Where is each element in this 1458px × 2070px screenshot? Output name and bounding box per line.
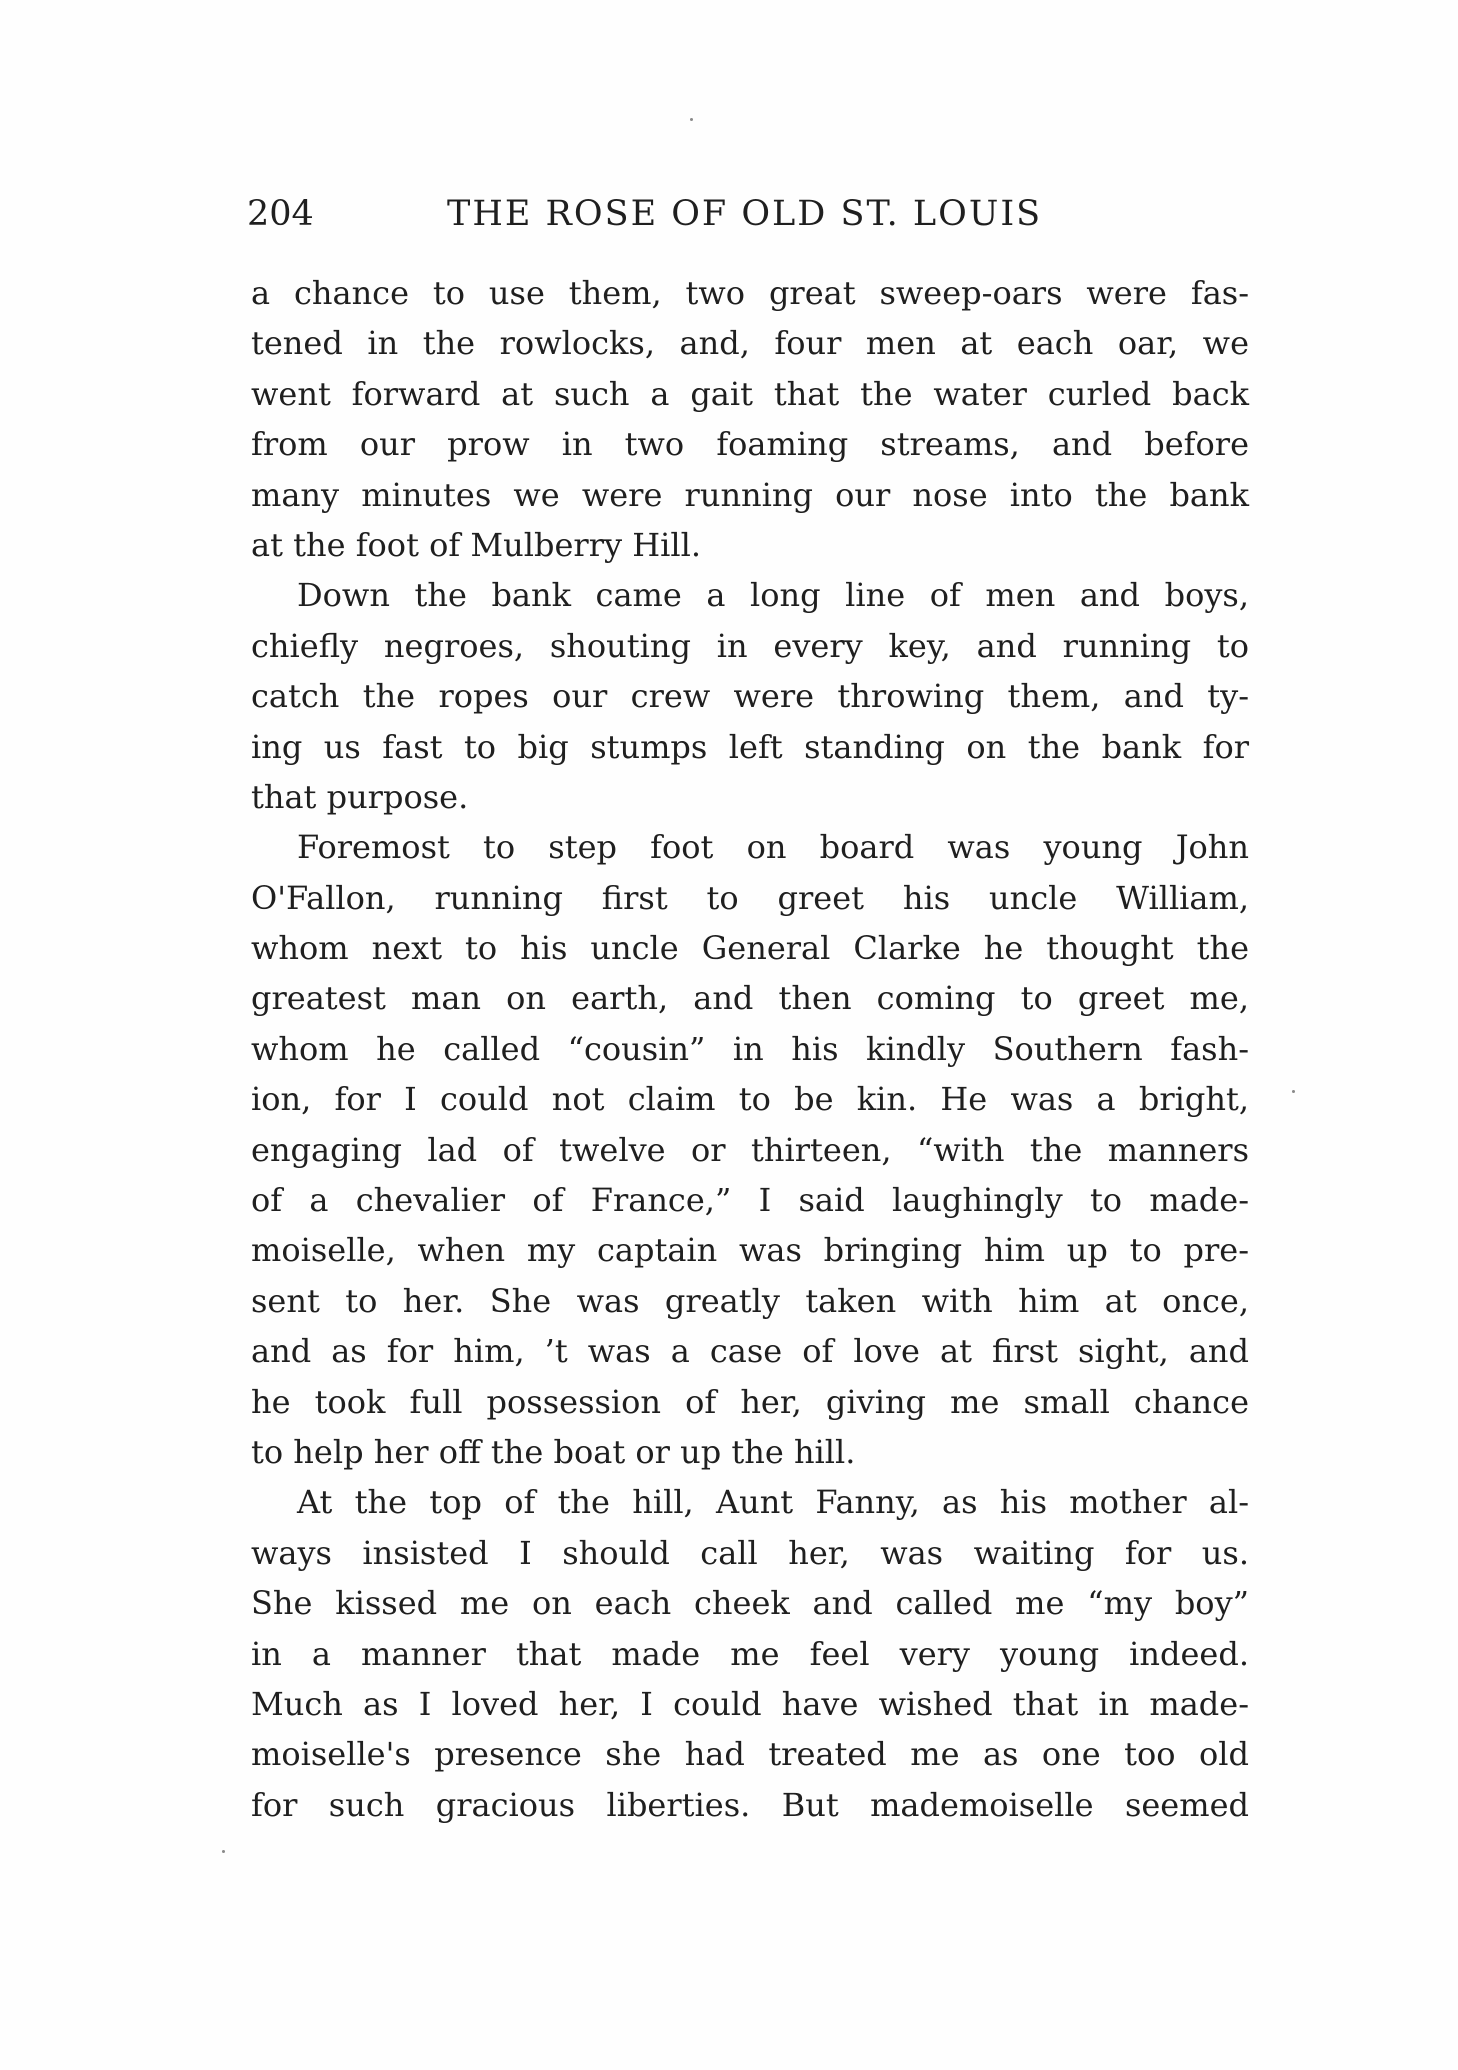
- text-line: whom he called “cousin” in his kindly Southern fash-: [251, 1029, 1249, 1068]
- text-line: ways insisted I should call her, was waiting for us.: [251, 1533, 1249, 1572]
- text-line: went forward at such a gait that the water curled back: [251, 374, 1249, 413]
- text-line: moiselle, when my captain was bringing him up to pre-: [251, 1231, 1249, 1270]
- text-line: for such gracious liberties. But mademoiselle seemed: [251, 1785, 1249, 1824]
- text-line: O'Fallon, running first to greet his uncle William,: [251, 878, 1249, 917]
- text-line: chiefly negroes, shouting in every key, and running to: [251, 626, 1249, 665]
- text-line: he took full possession of her, giving me small chance: [251, 1382, 1249, 1421]
- text-line: in a manner that made me feel very young indeed.: [251, 1634, 1249, 1673]
- text-line: of a chevalier of France,” I said laughingly to made-: [251, 1181, 1249, 1220]
- paragraph: [251, 822, 1249, 1477]
- text-line: tened in the rowlocks, and, four men at each oar, we: [251, 324, 1249, 363]
- text-line: sent to her. She was greatly taken with him at once,: [251, 1281, 1249, 1320]
- text-line: to help her off the boat or up the hill.: [251, 1432, 856, 1471]
- text-line: catch the ropes our crew were throwing them, and ty-: [251, 677, 1249, 716]
- paragraph: [251, 268, 1249, 570]
- text-line: At the top of the hill, Aunt Fanny, as his mother al-: [297, 1483, 1249, 1522]
- scan-speck: [1292, 1090, 1295, 1093]
- text-line: a chance to use them, two great sweep-oars were fas-: [251, 274, 1249, 312]
- page-number: 204: [247, 194, 314, 234]
- scan-speck: [222, 1850, 225, 1853]
- body-text: [251, 268, 1249, 1830]
- text-line: from our prow in two foaming streams, and before: [251, 425, 1249, 464]
- text-line: greatest man on earth, and then coming to greet me,: [251, 979, 1249, 1018]
- scan-speck: [690, 118, 693, 121]
- text-line: ing us fast to big stumps left standing on the bank for: [251, 727, 1249, 766]
- text-line: ion, for I could not claim to be kin. He was a bright,: [251, 1080, 1249, 1119]
- text-line: Much as I loved her, I could have wished that in made-: [251, 1684, 1249, 1723]
- text-line: Foremost to step foot on board was young John: [297, 828, 1249, 867]
- page-header: [247, 189, 1257, 239]
- text-line: She kissed me on each cheek and called me “my boy”: [251, 1584, 1249, 1623]
- text-line: Down the bank came a long line of men and boys,: [297, 576, 1249, 615]
- paragraph: [251, 570, 1249, 822]
- text-line: whom next to his uncle General Clarke he thought the: [251, 929, 1249, 968]
- text-line: and as for him, ’t was a case of love at first sight, and: [251, 1332, 1249, 1371]
- paragraph: [251, 1477, 1249, 1830]
- text-line: engaging lad of twelve or thirteen, “with the manners: [251, 1130, 1249, 1169]
- text-line: that purpose.: [251, 777, 469, 816]
- text-line: many minutes we were running our nose into the bank: [251, 475, 1249, 514]
- text-line: moiselle's presence she had treated me as one too old: [251, 1735, 1249, 1774]
- text-line: at the foot of Mulberry Hill.: [251, 525, 702, 564]
- running-title: THE ROSE OF OLD ST. LOUIS: [447, 194, 1043, 234]
